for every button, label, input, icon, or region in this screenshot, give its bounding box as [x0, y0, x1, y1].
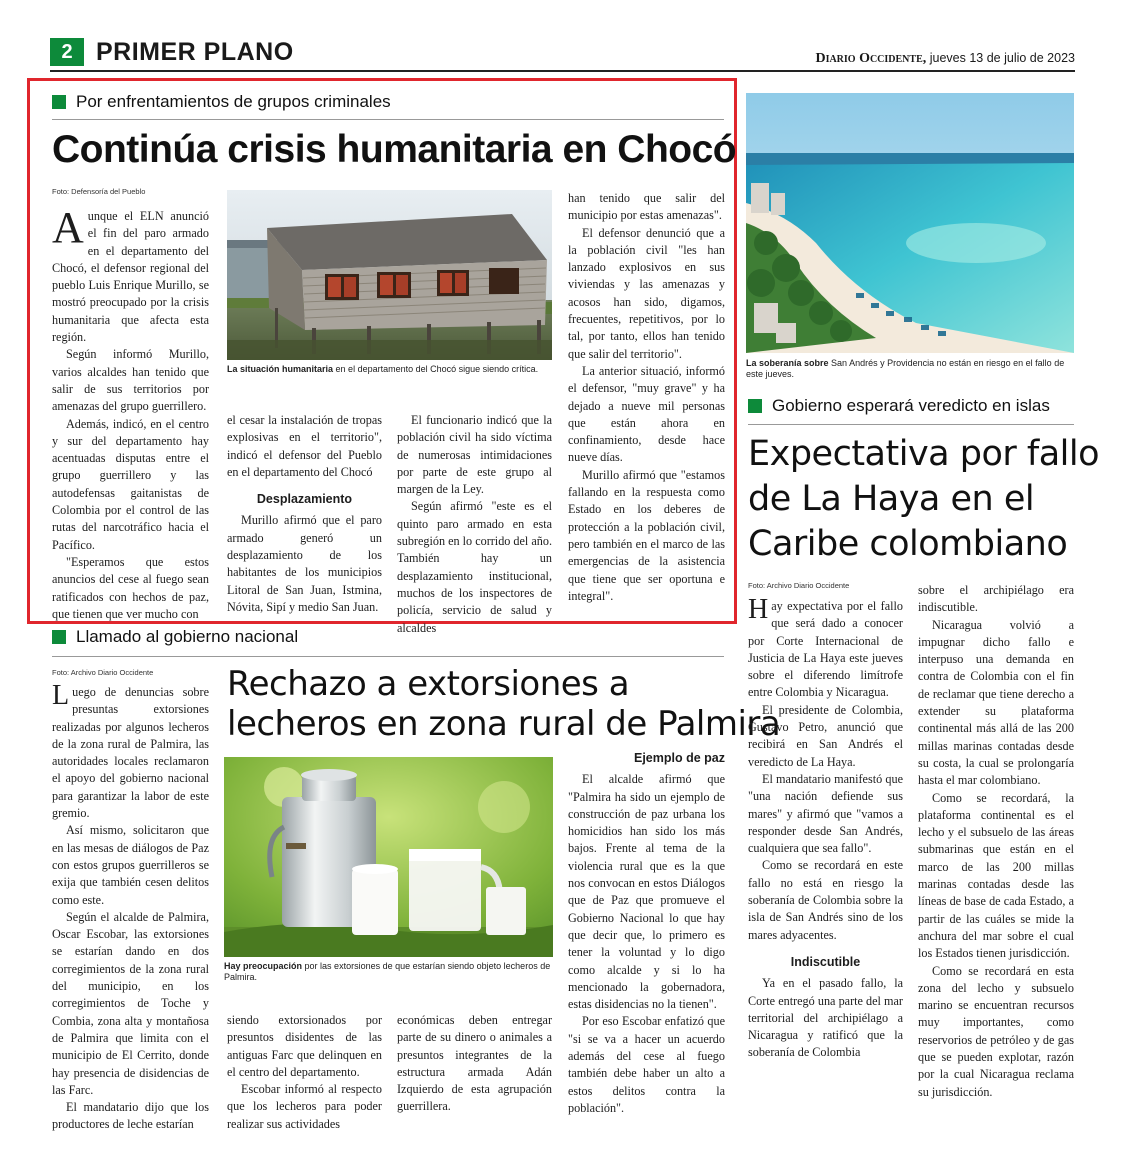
paragraph: Ya en el pasado fallo, la Corte entregó una parte del mar territorial del archipiélago a Nicaragua y ratificó que la soberanía de Colombia: [748, 976, 903, 1060]
photo-credit: Foto: Defensoría del Pueblo: [52, 187, 146, 196]
kicker-text: Llamado al gobierno nacional: [76, 627, 299, 646]
kicker-text: Por enfrentamientos de grupos criminales: [76, 92, 391, 111]
article1-photo: [227, 190, 552, 360]
flooded-house-image: [227, 190, 552, 360]
subhead: Ejemplo de paz: [634, 751, 725, 765]
paragraph: Nicaragua volvió a impugnar dicho fallo e interpuso una demanda en contra de Colombia con el fin de reclamar que tiene derecho a extender su plataforma continental más allá de las 200 millas marinas contadas desde su costa, la cual se prolongaría hasta el mar colombiano.: [918, 617, 1074, 788]
article3-caption: [746, 358, 1074, 380]
article1-column-4: [568, 190, 725, 605]
kicker-rule: [748, 424, 1074, 425]
headline-line: Expectativa por fallo: [748, 434, 1100, 474]
headline-line: lecheros en zona rural de Palmira: [227, 704, 781, 744]
article1-column-1: [52, 203, 209, 623]
paragraph: El mandatario dijo que los productores de leche estarían: [52, 1100, 209, 1132]
paragraph: el cesar la instalación de tropas explosivas en el territorio", indicó el defensor del Pueblo en el departamento del Chocó: [227, 413, 382, 479]
article3-column-1: [748, 594, 903, 1062]
article2-column-4: [568, 750, 725, 1117]
article2-column-2: [227, 1012, 382, 1133]
paragraph: El funcionario indicó que la población civil ha sido víctima de numerosas intimidaciones por parte de este grupo al margen de la Ley.: [397, 413, 552, 497]
paragraph: Como se recordará en esta zona del lecho y subsuelo marino se encuentran recursos muy importantes, como reservorios de petróleo y de gas que se pueden explotar, razón por la cual Nicaragua reclama su jurisdicción.: [918, 963, 1074, 1099]
issue-date: jueves 13 de julio de 2023: [929, 51, 1075, 65]
article1-caption: [227, 364, 552, 375]
paragraph: uego de denuncias sobre presuntas extorsiones realizadas por algunos lecheros de la zona rural de Palmira, las autoridades locales reclamaron el apoyo del gobierno nacional para garantizar la labor de este gremio.: [52, 685, 209, 821]
paragraph: El mandatario manifestó que "una nación defiende sus mares" y afirmó que "vamos a responder desde San Andrés, cualquiera que sea fallo".: [748, 771, 903, 856]
paragraph: El presidente de Colombia, Gustavo Petro, anunció que recibirá en San Andrés el veredicto de La Haya.: [748, 702, 903, 769]
header-rule: [50, 70, 1075, 72]
caption-bold: Hay preocupación: [224, 961, 303, 971]
caption-text: en el departamento del Chocó sigue siendo crítica.: [335, 364, 539, 374]
article3-headline: [748, 432, 1099, 567]
headline-line: Rechazo a extorsiones a: [227, 664, 630, 704]
article2-caption: [224, 961, 553, 983]
kicker-rule: [52, 656, 724, 657]
paragraph: Escobar informó al respecto que los lecheros para poder realizar sus actividades: [227, 1082, 382, 1131]
article3-kicker: [748, 396, 1050, 416]
caption-bold: La situación humanitaria: [227, 364, 334, 374]
paragraph: siendo extorsionados por presuntos disidentes de las antiguas Farc que delinquen en el centro del departamento.: [227, 1013, 382, 1079]
paragraph: Por eso Escobar enfatizó que "si se va a hacer un acuerdo además del cese al fuego también debe haber un alto a estos delitos contra la población".: [568, 1014, 725, 1115]
headline-line: de La Haya en el: [748, 479, 1035, 519]
article1-kicker: [52, 92, 391, 112]
kicker-square-icon: [52, 630, 66, 644]
drop-cap: L: [52, 680, 70, 711]
island-beach-image: [746, 93, 1074, 353]
article3-photo: [746, 93, 1074, 353]
caption-text: San Andrés y Providencia no están en riesgo en el fallo de este jueves.: [746, 358, 1065, 379]
article1-column-2: [227, 412, 382, 616]
paragraph: unque el ELN anunció el fin del paro armado en el departamento del Chocó, el defensor regional del pueblo Luis Enrique Murillo, se mostró preocupado por la crisis humanitaria que afecta esta región.: [52, 209, 209, 345]
paragraph: Según el alcalde de Palmira, Oscar Escobar, las extorsiones se estarían dando en dos corregimientos de la zona rural del municipio, en los corregimientos de Toche y Combia, zona alta y montañosa de Palmira que limita con el municipio de El Cerrito, donde hay presencia de disidencias de las Farc.: [52, 909, 209, 1097]
paragraph: La anterior situació, informó el defensor, "muy grave" y ha dejado a nueve mil personas que están ahora en confinamiento, desde hace nueve días.: [568, 363, 725, 465]
paragraph: Como se recordará, la plataforma continental es el lecho y el subsuelo de las áreas submarinas que están en el marco de las 200 millas marinas contadas desde las líneas de base de cada Estado, a partir de las cuáles se mide la anchura del mar sobre el cual los Estados tienen jurisdicción.: [918, 790, 1074, 961]
paragraph: han tenido que salir del municipio por estas amenazas".: [568, 191, 725, 223]
paragraph: "Esperamos que estos anuncios del cese al fuego sean ratificados con hechos de paz, que tienen que ver mucho con: [52, 554, 209, 621]
article3-column-2: [918, 582, 1074, 1101]
paragraph: El alcalde afirmó que "Palmira ha sido un ejemplo de construcción de paz urbana los homicidios han sido los más bajos. Frente al tema de la violencia rural que es la que nos convocan en estos Diálogos que de Paz que promueve el Gobierno Nacional lo que hay que decir que, lo primero es tener la voluntad y lo digo como alcalde y si lo ha mencionado la gobernadora, estas disidencias no la tienen".: [568, 772, 725, 1012]
headline-line: Caribe colombiano: [748, 524, 1068, 564]
paragraph: Según afirmó "este es el quinto paro armado en esta subregión en lo corrido del año. También hay un desplazamiento institucional, muchos de los inspectores de policía, servicio de salud y alcaldes: [397, 499, 553, 635]
paragraph: Murillo afirmó que "estamos fallando en la respuesta como Estado en los deberes de protección a la población civil, pero también en el marco de las emergencias de la asistencia que tiene que ser oportuna e integral".: [568, 467, 725, 603]
caption-text: por las extorsiones de que estarían siendo objeto lecheros de Palmira.: [224, 961, 551, 982]
kicker-text: Gobierno esperará veredicto en islas: [772, 396, 1050, 415]
caption-bold: La soberanía sobre: [746, 358, 829, 368]
publication-name: Diario Occidente,: [815, 51, 927, 66]
drop-cap: H: [748, 594, 769, 625]
subhead: Indiscutible: [790, 954, 861, 969]
paragraph: sobre el archipiélago era indiscutible.: [918, 583, 1074, 615]
kicker-square-icon: [748, 399, 762, 413]
paragraph: El defensor denunció que a la población civil "les han lanzado explosivos en sus viviendas y las amenazas y acosos han sido, digamos, frecuentes, repetitivos, por lo tal, por tanto, ellos han tenido que salir del territorio".: [568, 225, 725, 361]
article2-column-1: [52, 680, 209, 1134]
kicker-rule: [52, 119, 724, 120]
paragraph: Murillo afirmó que el paro armado generó un desplazamiento de los habitantes de los municipios Litoral de San Juan, Istmina, Nóvita, Sipí y medio San Juan.: [227, 513, 382, 614]
paragraph: Como se recordará en este fallo no está en riesgo la soberanía de Colombia sobre la isla de San Andrés sino de los mares adyacentes.: [748, 858, 903, 942]
article2-headline: [227, 664, 780, 744]
subhead: Desplazamiento: [256, 492, 353, 507]
photo-credit: Foto: Archivo Diario Occidente: [52, 668, 154, 677]
drop-cap: A: [52, 203, 84, 252]
kicker-square-icon: [52, 95, 66, 109]
article1-headline: Continúa crisis humanitaria en Chocó: [52, 128, 737, 171]
article2-photo: [224, 757, 553, 957]
paragraph: Según informó Murillo, varios alcaldes han tenido que salir de sus territorios por amenazas del grupo guerrillero.: [52, 347, 209, 414]
article1-column-3: [397, 412, 552, 637]
paragraph: Además, indicó, en el centro y sur del departamento hay acentuadas disputas entre el grupo guerrillero y las autodefensas gaitanistas de Colombia por el control de las rutas del narcotráfico hacia el Pacífico.: [52, 416, 209, 552]
page-number: 2: [50, 38, 84, 66]
section-title: PRIMER PLANO: [96, 38, 294, 66]
photo-credit: Foto: Archivo Diario Occidente: [748, 581, 850, 590]
paragraph: Así mismo, solicitaron que en las mesas de diálogos de Paz con estos grupos guerrilleros se exija que también cesen delitos como este.: [52, 823, 209, 907]
article2-kicker: [52, 627, 298, 647]
milk-jugs-image: [224, 757, 553, 957]
masthead: [815, 51, 1075, 67]
article2-column-3: [397, 1012, 552, 1116]
paragraph: económicas deben entregar parte de su dinero o animales a presuntos integrantes de la estructura armada Adán Izquierdo de esta agrupación guerrillera.: [397, 1013, 552, 1114]
paragraph: ay expectativa por el fallo que será dado a conocer por Corte Internacional de Justicia de La Haya este jueves sobre el diferendo limítrofe entre Colombia y Nicaragua.: [748, 599, 903, 700]
